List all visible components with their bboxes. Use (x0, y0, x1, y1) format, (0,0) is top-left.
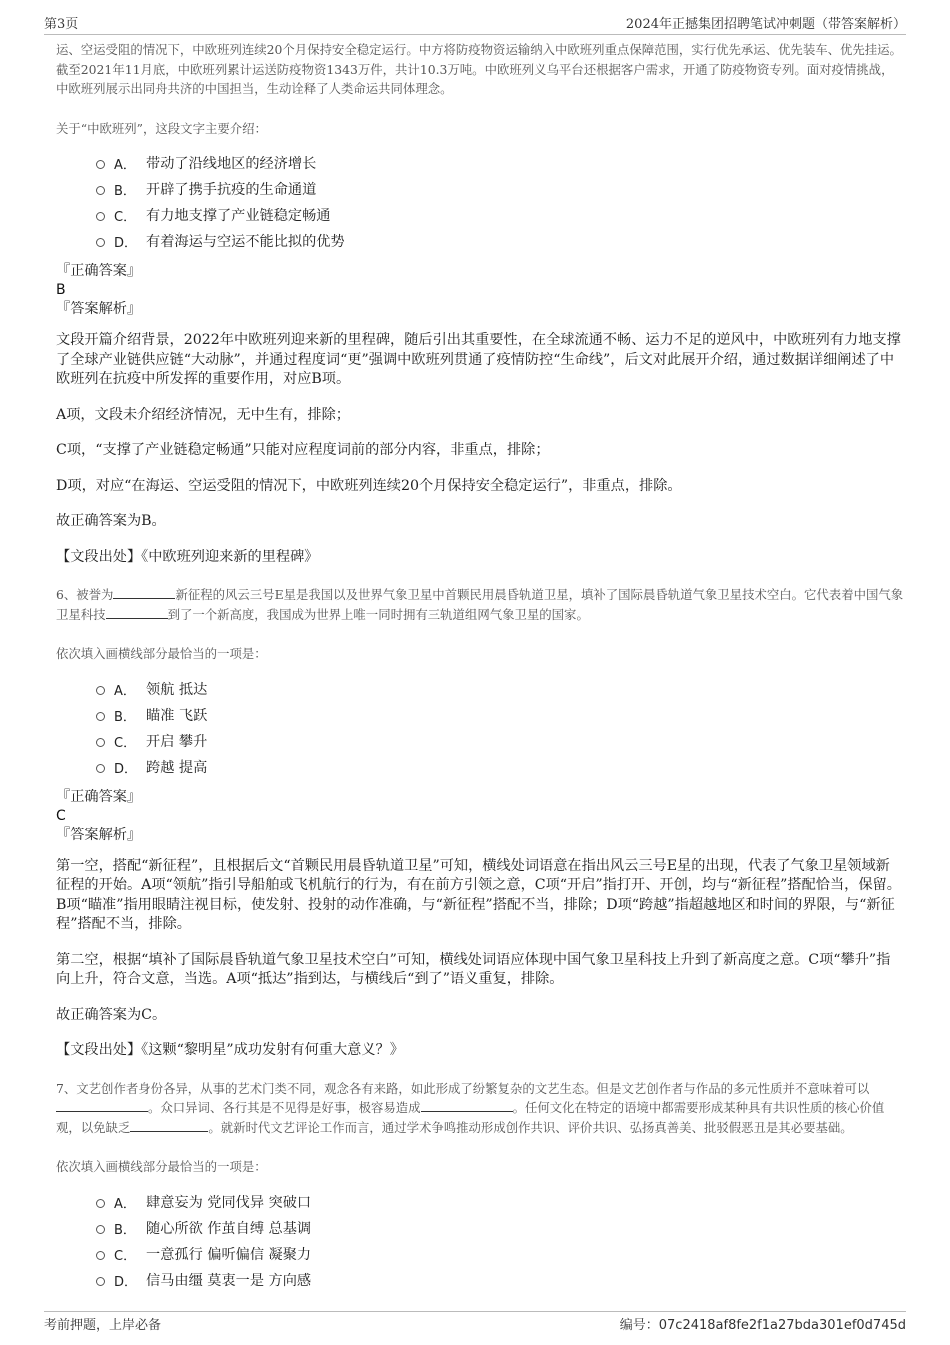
q6-prompt: 依次填入画横线部分最恰当的一项是： (56, 646, 267, 661)
q6-source-title: 《这颗“黎明星”成功发射有何重大意义？》 (141, 1042, 404, 1058)
radio-icon[interactable] (96, 1277, 105, 1286)
radio-icon[interactable] (96, 1225, 105, 1234)
radio-icon[interactable] (96, 764, 105, 773)
q5-answer-label: 『正确答案』 (56, 263, 142, 279)
radio-icon[interactable] (96, 160, 105, 169)
q6-option-c[interactable]: C． 开启 攀升 (56, 730, 904, 756)
q7-options (56, 1191, 904, 1295)
page-content (56, 40, 904, 1295)
page-number: 第3页 (44, 17, 79, 32)
footer-divider (44, 1311, 906, 1312)
q6-options (56, 678, 904, 782)
q6-option-b[interactable]: B． 瞄准 飞跃 (56, 704, 904, 730)
q5-source (56, 548, 904, 568)
footer-code-label: 编号： (619, 1318, 659, 1333)
q7-blank-1 (56, 1099, 148, 1112)
q5-source-title: 《中欧班列迎来新的里程碑》 (141, 548, 319, 565)
q6-source-label: 【文段出处】 (56, 1042, 142, 1058)
q5-source-label: 【文段出处】 (56, 548, 142, 565)
q6-blank-2 (106, 606, 168, 619)
q5-analysis-4: D项，对应“在海运、空运受阻的情况下，中欧班列连续20个月保持安全稳定运行”，非重点，排除。 (56, 477, 682, 494)
footer-code-value: 07c2418af8fe2f1a27bda301ef0d745d (658, 1318, 906, 1333)
q6-answer-label: 『正确答案』 (56, 788, 142, 805)
q5-options (56, 152, 904, 256)
radio-icon[interactable] (96, 712, 105, 721)
q6-analysis-1: 第一空，搭配“新征程”，且根据后文“首颗民用晨昏轨道卫星”可知，横线处词语意在指出风云三号E星的出现，代表了气象卫星领域新征程的开始。A项“领航”指引导船舶或飞机航行的行为，有在前方引领之意，C项“开启”指打开、开创，均与“新征程”搭配恰当，保留。B项“瞄准”指用眼睛注视目标，使发射、投射的动作准确，与“新征程”搭配不当，排除；D项“跨越”指超越地区和时间的界限，与“新征程”搭配不当，排除。 (56, 857, 901, 932)
q5-answer: B (56, 282, 66, 298)
q7-blank-3 (130, 1119, 208, 1132)
radio-icon[interactable] (96, 1199, 105, 1208)
q7-prompt: 依次填入画横线部分最恰当的一项是： (56, 1159, 267, 1174)
q6-stem: 6、被誉为 新征程的风云三号E星是我国以及世界气象卫星中首颗民用晨昏轨道卫星，填补了国际晨昏轨道气象卫星技术空白。它代表着中国气象卫星科技 到了一个新高度，我国成为世界上唯一同时拥有三轨道组网气象卫星的国家。 (56, 587, 904, 622)
header-divider (44, 34, 906, 35)
q6-source (56, 1041, 904, 1061)
radio-icon[interactable] (96, 686, 105, 695)
footer-slogan: 考前押题，上岸必备 (44, 1318, 162, 1333)
q5-prompt: 关于“中欧班列”，这段文字主要介绍： (56, 120, 267, 136)
q5-option-b[interactable]: B． 开辟了携手抗疫的生命通道 (56, 178, 904, 204)
q6-option-a[interactable]: A． 领航 抵达 (56, 678, 904, 704)
q6-option-d[interactable]: D． 跨越 提高 (56, 756, 904, 782)
q7-stem: 7、文艺创作者身份各异，从事的艺术门类不同，观念各有来路，如此形成了纷繁复杂的文艺生态。但是文艺创作者与作品的多元性质并不意味着可以。众口异词、各行其是不见得是好事，极容易造成 。任何文化在特定的语境中都需要形成某种具有共识性质的核心价值观，以免缺乏 。就新时代文艺评论工作而言，通过学术争鸣推动形成创作共识、评价共识、弘扬真善美、批驳假恶丑是其必要基础。 (56, 1080, 885, 1135)
q6-answer: C (56, 807, 66, 824)
q7-option-b[interactable]: B． 随心所欲 作茧自缚 总基调 (56, 1217, 904, 1243)
q5-analysis-3: C项，“支撑了产业链稳定畅通”只能对应程度词前的部分内容，非重点，排除； (56, 442, 550, 458)
q6-analysis-3: 故正确答案为C。 (56, 1006, 167, 1023)
radio-icon[interactable] (96, 738, 105, 747)
footer-code (620, 1314, 906, 1333)
q7-option-a[interactable]: A． 肆意妄为 党同伐异 突破口 (56, 1191, 904, 1217)
q5-analysis-2: A项，文段未介绍经济情况，无中生有，排除； (56, 406, 350, 423)
q5-analysis-1: 文段开篇介绍背景，2022年中欧班列迎来新的里程碑，随后引出其重要性，在全球流通不畅、运力不足的逆风中，中欧班列有力地支撑了全球产业链供应链“大动脉”，并通过程度词“更”强调中欧班列贯通了疫情防控“生命线”，后文对此展开介绍，通过数据详细阐述了中欧班列在抗疫中所发挥的重要作用，对应B项。 (56, 332, 901, 387)
q5-option-d[interactable]: D． 有着海运与空运不能比拟的优势 (56, 230, 904, 256)
q7-option-c[interactable]: C． 一意孤行 偏听偏信 凝聚力 (56, 1243, 904, 1269)
q7-option-d[interactable]: D． 信马由缰 莫衷一是 方向感 (56, 1269, 904, 1295)
q7-blank-2 (421, 1099, 513, 1112)
q5-option-c[interactable]: C． 有力地支撑了产业链稳定畅通 (56, 204, 904, 230)
radio-icon[interactable] (96, 1251, 105, 1260)
radio-icon[interactable] (96, 212, 105, 221)
q6-analysis-2: 第二空，根据“填补了国际晨昏轨道气象卫星技术空白”可知，横线处词语应体现中国气象卫星科技上升到了新高度之意。C项“攀升”指向上升，符合文意，当选。A项“抵达”指到达，与横线后“到了”语义重复，排除。 (56, 951, 891, 987)
q6-analysis-label: 『答案解析』 (56, 826, 142, 843)
document-title: 2024年正撼集团招聘笔试冲刺题（带答案解析） (625, 17, 906, 32)
radio-icon[interactable] (96, 238, 105, 247)
q5-passage: 运、空运受阻的情况下，中欧班列连续20个月保持安全稳定运行。中方将防疫物资运输纳入中欧班列重点保障范围，实行优先承运、优先装车、优先挂运。截至2021年11月底，中欧班列累计运送防疫物资1343万件，共计10.3万吨。中欧班列义乌平台还根据客户需求，开通了防疫物资专列。面对疫情挑战，中欧班列展示出同舟共济的中国担当，生动诠释了人类命运共同体理念。 (56, 42, 902, 96)
q5-analysis-label: 『答案解析』 (56, 301, 142, 317)
q5-option-a[interactable]: A． 带动了沿线地区的经济增长 (56, 152, 904, 178)
q5-analysis-5: 故正确答案为B。 (56, 513, 166, 529)
page-header (0, 0, 950, 36)
radio-icon[interactable] (96, 186, 105, 195)
q6-blank-1 (113, 586, 175, 599)
